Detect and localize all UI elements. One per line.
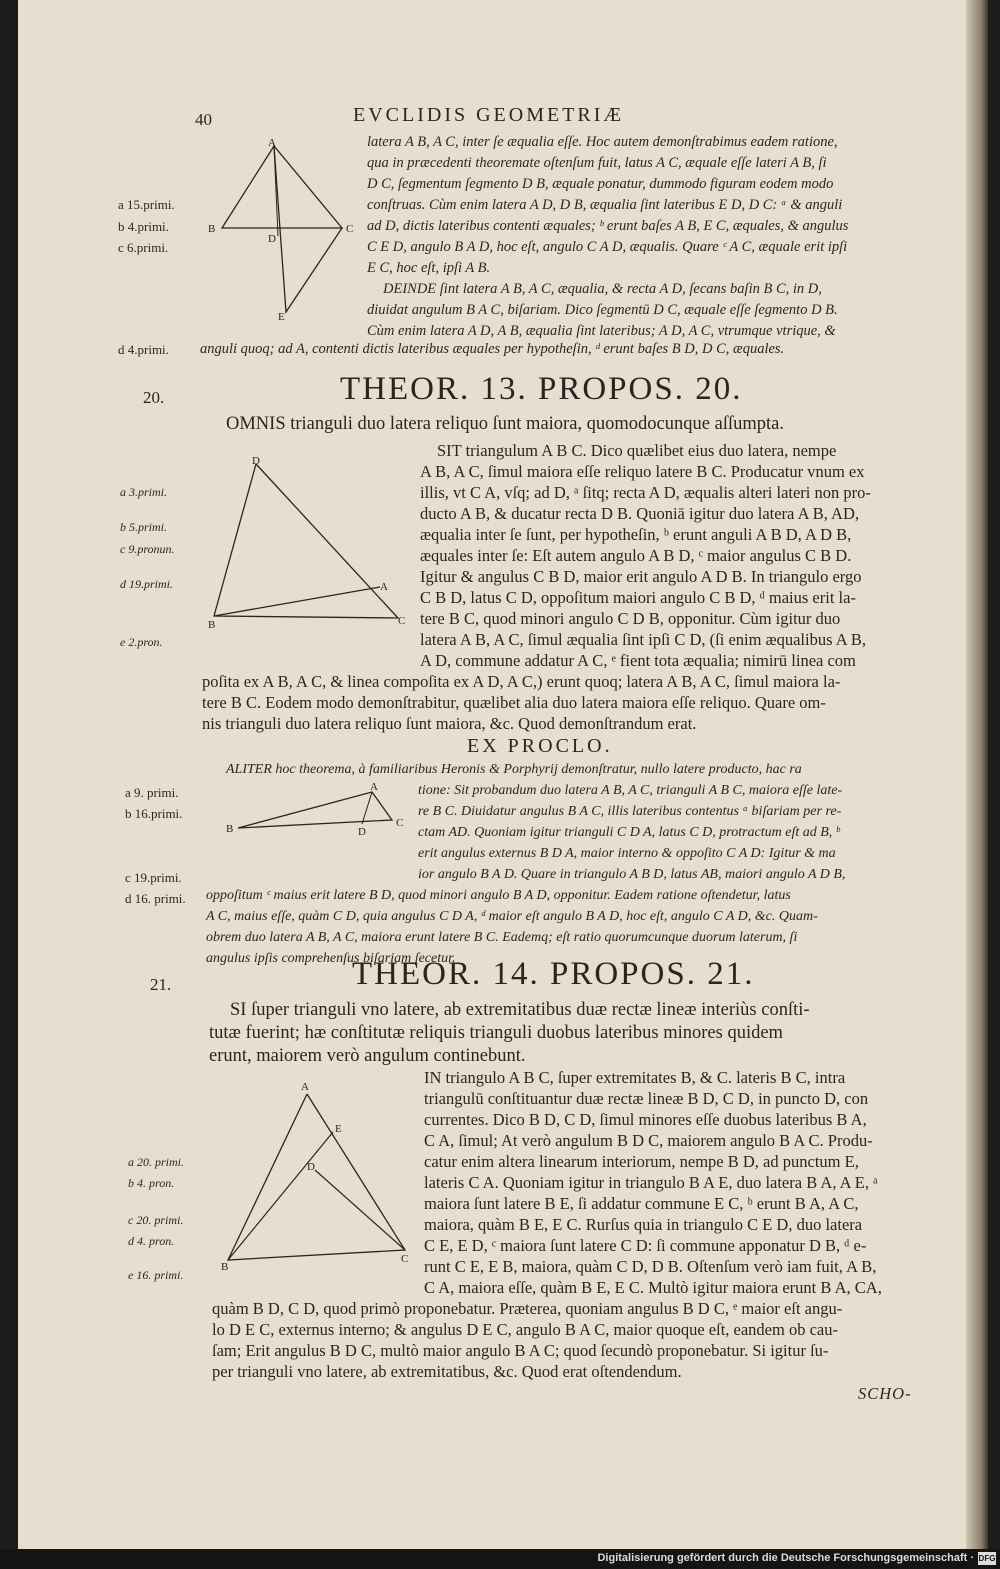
ex-proclo-heading: EX PROCLO. bbox=[467, 735, 613, 757]
fig1-label-d: D bbox=[268, 233, 276, 245]
text-line: ctam AD. Quoniam igitur trianguli C D A, latus C D, protractum eſt ad B, ᵇ bbox=[418, 825, 840, 840]
text-line: Igitur & angulus C B D, maior erit angulo A D B. In triangulo ergo bbox=[420, 567, 862, 586]
margin-note: c 6.primi. bbox=[118, 240, 169, 255]
text-line: nis trianguli duo latera reliquo ſunt maiora, &c. Quod demonſtrandum erat. bbox=[202, 714, 697, 733]
text-line: C E, E D, ᶜ maiora ſunt latere C D: ſi commune apponatur D B, ᵈ e- bbox=[424, 1236, 867, 1255]
fig2-label-b: B bbox=[208, 619, 216, 631]
text-line: latera A B, A C, inter ſe æqualia eſſe. Hoc autem demonſtrabimus eadem ratione, bbox=[367, 134, 838, 150]
text-line: re B C. Diuidatur angulus B A C, illis lateribus contentus ᵃ biſariam per re- bbox=[418, 804, 842, 819]
margin-note: e 16. primi. bbox=[128, 1268, 184, 1282]
fig3-label-b: B bbox=[226, 823, 234, 835]
fig1-label-a: A bbox=[268, 137, 276, 149]
figure-interior-lines bbox=[213, 1074, 423, 1274]
text-line: DEINDE ſint latera A B, A C, æqualia, & recta A D, ſecans baſin B C, in D, bbox=[383, 281, 822, 297]
dfg-logo: DFG bbox=[978, 1554, 996, 1563]
text-line: runt C E, E B, maiora, quàm C D, D B. Oſtenſum verò iam fuit, A B, bbox=[424, 1257, 877, 1276]
enunciation-line: SI ſuper trianguli vno latere, ab extremitatibus duæ rectæ lineæ interiùs conſti- bbox=[230, 1000, 810, 1020]
fig4-label-c: C bbox=[401, 1253, 409, 1265]
fig2-label-d: D bbox=[252, 456, 260, 467]
margin-note: b 4.primi. bbox=[118, 219, 169, 234]
margin-note: b 16.primi. bbox=[125, 806, 183, 821]
running-title: EVCLIDIS GEOMETRIÆ bbox=[353, 104, 625, 126]
margin-note: c 9.pronun. bbox=[120, 542, 175, 556]
fig3-label-d: D bbox=[358, 826, 366, 838]
text-line: ALITER hoc theorema, à familiaribus Heronis & Porphyrij demonſtratur, nullo latere producto, hac ra bbox=[226, 762, 802, 777]
margin-note: d 4. pron. bbox=[128, 1234, 175, 1248]
footer-bar bbox=[0, 1549, 1000, 1569]
text-line: maiora, quàm B E, E C. Rurſus quia in triangulo C E D, duo latera bbox=[424, 1215, 863, 1234]
text-line: conſtruas. Cùm enim latera A D, D B, æqualia ſint lateribus E D, D C: ᵃ & anguli bbox=[367, 197, 843, 213]
text-line: oppoſitum ᶜ maius erit latere B D, quod minori angulo B A D, opponitur. Eadem ratione oſtendetur, latus bbox=[206, 888, 791, 903]
fig3-label-a: A bbox=[370, 781, 378, 793]
text-line: tere B C. Eodem modo demonſtrabitur, quælibet alia duo latera maiora eſſe reliquo. Quare om- bbox=[202, 693, 826, 712]
text-line: triangulū conſtituantur duæ rectæ lineæ B D, C D, in puncto D, con bbox=[424, 1089, 869, 1108]
text-line: tere B C, quod minori angulo C D B, opponitur. Cùm igitur duo bbox=[420, 609, 841, 628]
enunciation-line: erunt, maiorem verò angulum continebunt. bbox=[209, 1046, 526, 1066]
text-line: Cùm enim latera A D, A B, æqualia ſint lateribus; A D, A C, vtrumque vtrique, & bbox=[367, 323, 836, 339]
text-line: D C, ſegmentum ſegmento D B, æquale ponatur, dummodo figuram eodem modo bbox=[367, 176, 834, 192]
enunciation-line: tutæ fuerint; hæ conſtitutæ reliquis trianguli duobus lateribus minores quidem bbox=[209, 1023, 783, 1043]
text-line: illis, vt C A, vſq; ad D, ᵃ ſitq; recta A D, æqualis alteri lateri non pro- bbox=[420, 483, 871, 502]
side-number: 21. bbox=[150, 975, 172, 994]
margin-note: d 19.primi. bbox=[120, 577, 174, 591]
fig2-label-a: A bbox=[380, 581, 388, 593]
text-line: C E D, angulo B A D, hoc eſt, angulo C A D, æqualis. Quare ᶜ A C, æquale erit ipſi bbox=[367, 239, 848, 255]
text-line: diuidat angulum B A C, biſariam. Dico ſegmentū D C, æquale eſſe ſegmento D B. bbox=[367, 302, 838, 318]
text-line: æquales inter ſe: Eſt autem angulo A B D, ᶜ maior angulus C B D. bbox=[420, 546, 852, 565]
margin-note: c 19.primi. bbox=[125, 870, 182, 885]
text-line: SIT triangulum A B C. Dico quælibet eius duo latera, nempe bbox=[437, 441, 837, 460]
margin-note: e 2.pron. bbox=[120, 635, 163, 649]
page-edge bbox=[966, 0, 988, 1549]
footer-credit: Digitalisierung gefördert durch die Deutsche Forschungsgemeinschaft · bbox=[597, 1552, 974, 1564]
text-line: E C, hoc eſt, ipſi A B. bbox=[367, 260, 491, 276]
margin-note: d 16. primi. bbox=[125, 891, 186, 906]
fig1-label-c: C bbox=[346, 223, 354, 235]
margin-note: b 5.primi. bbox=[120, 520, 168, 534]
fig2-label-c: C bbox=[398, 615, 406, 627]
text-line: C A, ſimul; At verò angulum B D C, maiorem angulo B A C. Produ- bbox=[424, 1131, 873, 1150]
text-line: IN triangulo A B C, ſuper extremitates B, & C. lateris B C, intra bbox=[424, 1068, 846, 1087]
text-line: A C, maius eſſe, quàm C D, quia angulus C D A, ᵈ maior eſt angulo B A D, hoc eſt, angulo C A D, &c. Quam- bbox=[206, 909, 818, 924]
margin-note: d 4.primi. bbox=[118, 342, 169, 357]
margin-note: a 9. primi. bbox=[125, 785, 179, 800]
margin-note: a 3.primi. bbox=[120, 485, 168, 499]
margin-note: a 15.primi. bbox=[118, 197, 175, 212]
text-line: catur enim altera linearum interiorum, nempe B D, ad punctum E, bbox=[424, 1152, 859, 1171]
text-line: poſita ex A B, A C, & linea compoſita ex A D, A C,) erunt quoq; latera A B, A C, ſimul maiora la- bbox=[202, 672, 841, 691]
theorem-13-heading: THEOR. 13. PROPOS. 20. bbox=[340, 371, 743, 407]
fig4-label-d: D bbox=[307, 1161, 315, 1173]
figure-triangle-abc bbox=[204, 456, 416, 634]
page-number: 40 bbox=[195, 110, 212, 129]
catchword: SCHO- bbox=[858, 1384, 912, 1403]
text-line: angulus ipſis comprehenſus biſariam ſecetur. bbox=[206, 951, 456, 966]
text-line: tione: Sit probandum duo latera A B, A C, trianguli A B C, maiora eſſe late- bbox=[418, 783, 843, 798]
text-line: C B D, latus C D, oppoſitum maiori angulo C B D, ᵈ maius erit la- bbox=[420, 588, 856, 607]
text-line: currentes. Dico B D, C D, ſimul minores eſſe duobus lateribus B A, bbox=[424, 1110, 867, 1129]
text-line: lateris C A. Quoniam igitur in triangulo B A E, duo latera B A, A E, ᵃ bbox=[424, 1173, 878, 1192]
theorem-13-enunciation: OMNIS trianguli duo latera reliquo ſunt maiora, quomodocunque aſſumpta. bbox=[226, 414, 784, 434]
text-line: ad D, dictis lateribus contenti æquales; ᵇ erunt baſes A B, E C, æquales, & angulus bbox=[367, 218, 849, 234]
fig1-label-e: E bbox=[278, 311, 285, 323]
fig3-label-c: C bbox=[396, 817, 404, 829]
figure-isosceles-triangle bbox=[204, 136, 364, 324]
text-line: maiora ſunt latere B E, ſi addatur commune E C, ᵇ erunt B A, A C, bbox=[424, 1194, 859, 1213]
text-line: lo D E C, externus interno; & angulus D E C, angulo B A C, maior quoque eſt, eandem ob cau- bbox=[212, 1320, 838, 1339]
text-line: ducto A B, & ducatur recta D B. Quoniā igitur duo latera A B, AD, bbox=[420, 504, 860, 523]
side-number: 20. bbox=[143, 388, 165, 407]
text-line: latera A B, A C, ſimul æqualia ſint ipſi C D, (ſi enim æqualibus A B, bbox=[420, 630, 866, 649]
text-line: ior angulo B A D. Quare in triangulo A B D, latus AB, maiori angulo A D B, bbox=[418, 867, 846, 882]
text-line: æqualia inter ſe ſunt, per hypotheſin, ᵇ erunt anguli A B D, A D B, bbox=[420, 525, 852, 544]
text-line: qua in præcedenti theoremate oſtenſum fuit, latus A C, æquale eſſe lateri A B, ſi bbox=[367, 155, 827, 171]
text-line: obrem duo latera A B, A C, maiora erunt latere B C. Eademq; eſt ratio quorumcunque duorum laterum, ſi bbox=[206, 930, 798, 945]
text-line: A D, commune addatur A C, ᵉ fient tota æqualia; nimirū linea com bbox=[420, 651, 856, 670]
margin-note: a 20. primi. bbox=[128, 1155, 185, 1169]
text-line: ſam; Erit angulus B D C, multò maior angulo B A C; quod ſecundò proponebatur. Si igitur ſu- bbox=[212, 1341, 829, 1360]
fig4-label-e: E bbox=[335, 1123, 342, 1135]
fig4-label-a: A bbox=[301, 1081, 309, 1093]
text-line: erit angulus externus B D A, maior interno & oppoſito C A D: Igitur & ma bbox=[418, 846, 836, 861]
margin-note: c 20. primi. bbox=[128, 1213, 184, 1227]
margin-note: b 4. pron. bbox=[128, 1176, 175, 1190]
theorem-14-heading: THEOR. 14. PROPOS. 21. bbox=[352, 956, 755, 992]
fig4-label-b: B bbox=[221, 1261, 229, 1273]
text-line: anguli quoq; ad A, contenti dictis lateribus æquales per hypotheſin, ᵈ erunt baſes B D, D C, æquales. bbox=[200, 341, 785, 357]
text-line: per trianguli vno latere, ab extremitatibus, &c. Quod erat oſtendendum. bbox=[212, 1362, 682, 1381]
text-line: A B, A C, ſimul maiora eſſe reliquo latere B C. Producatur vnum ex bbox=[420, 462, 865, 481]
text-line: C A, maiora eſſe, quàm B E, E C. Multò igitur maiora erunt B A, CA, bbox=[424, 1278, 882, 1297]
text-line: quàm B D, C D, quod primò proponebatur. Præterea, quoniam angulus B D C, ᵉ maior eſt angu- bbox=[212, 1299, 843, 1318]
figure-bisected-triangle bbox=[224, 778, 414, 838]
fig1-label-b: B bbox=[208, 223, 216, 235]
